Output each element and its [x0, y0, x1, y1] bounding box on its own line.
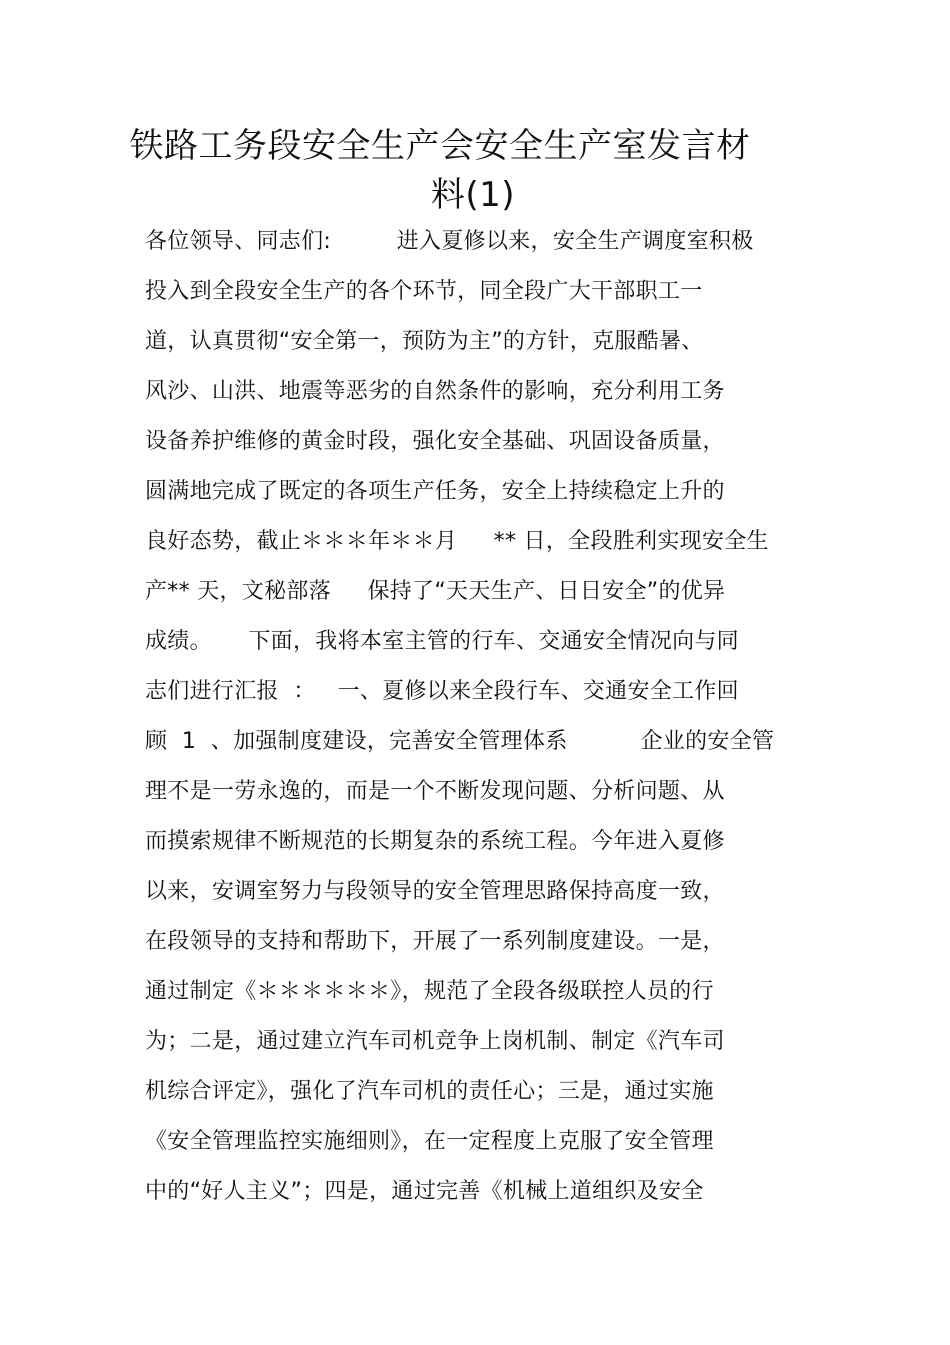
body-line: 各位领导、同志们: 进入夏修以来，安全生产调度室积极: [145, 229, 754, 254]
body-line: 成绩。 下面，我将本室主管的行车、交通安全情况向与同: [145, 629, 739, 654]
body-line: 圆满地完成了既定的各项生产任务，安全上持续稳定上升的: [145, 479, 725, 504]
body-line: 风沙、山洪、地震等恶劣的自然条件的影响，充分利用工务: [145, 379, 725, 404]
document-title-line-2: 料(1): [430, 175, 516, 215]
body-line: 产** 天，文秘部落 保持了“天天生产、日日安全”的优异: [145, 579, 726, 604]
body-line: 道，认真贯彻“安全第一，预防为主”的方针，克服酷暑、: [145, 329, 704, 354]
body-line: 投入到全段安全生产的各个环节，同全段广大干部职工一: [145, 279, 703, 304]
body-line: 中的“好人主义”；四是，通过完善《机械上道组织及安全: [145, 1179, 704, 1204]
body-line: 在段领导的支持和帮助下，开展了一系列制度建设。一是，: [145, 929, 725, 954]
body-line: 为；二是，通过建立汽车司机竞争上岗机制、制定《汽车司: [145, 1029, 725, 1054]
body-line: 志们进行汇报 ： 一、夏修以来全段行车、交通安全工作回: [145, 679, 739, 704]
body-line: 机综合评定》，强化了汽车司机的责任心；三是，通过实施: [145, 1079, 714, 1104]
document-title-line-1: 铁路工务段安全生产会安全生产室发言材: [129, 126, 751, 166]
body-line: 理不是一劳永逸的，而是一个不断发现问题、分析问题、从: [145, 779, 725, 804]
body-line: 设备养护维修的黄金时段，强化安全基础、巩固设备质量，: [145, 429, 725, 454]
body-line: 《安全管理监控实施细则》，在一定程度上克服了安全管理: [145, 1129, 714, 1154]
body-line: 顾 1 、加强制度建设，完善安全管理体系 企业的安全管: [145, 729, 775, 754]
body-line: 而摸索规律不断规范的长期复杂的系统工程。今年进入夏修: [145, 829, 725, 854]
body-line: 良好态势，截止＊＊＊年＊＊月 ** 日，全段胜利实现安全生: [145, 529, 769, 554]
body-line: 以来，安调室努力与段领导的安全管理思路保持高度一致，: [145, 879, 725, 904]
body-line: 通过制定《＊＊＊＊＊＊》，规范了全段各级联控人员的行: [145, 979, 714, 1004]
